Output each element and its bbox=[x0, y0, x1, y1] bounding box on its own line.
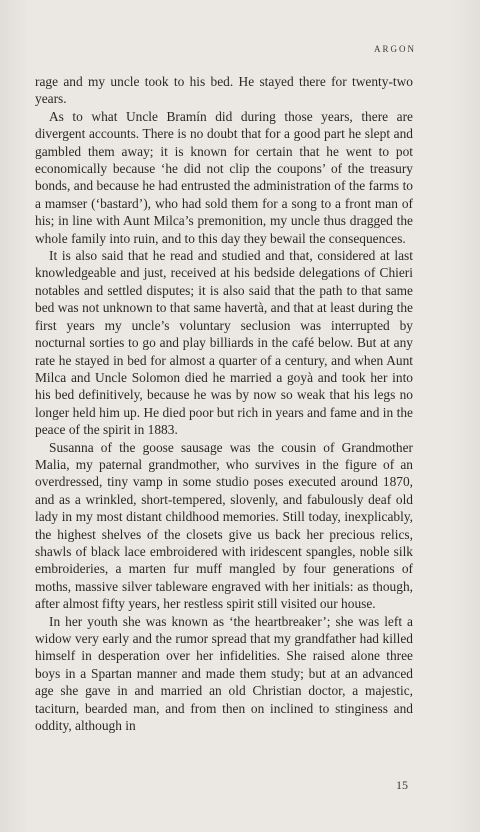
paragraph-4: Susanna of the goose sausage was the cousin of Grandmother Malia, my paternal grandmother, who survives in the figure of an overdressed, tiny vamp in some studio poses executed around 1870, and as a wrinkled, short-tempered, slovenly, and fabulously deaf old lady in my most distant childhood memories. Still today, inexplicably, the highest shelves of the closets give us back her precious relics, shawls of black lace embroidered with iridescent spangles, noble silk embroideries, a marten fur muff mangled by four generations of moths, massive silver tableware engraved with her initials: as though, after almost fifty years, her restless spirit still visited our house. bbox=[35, 439, 413, 612]
body-text bbox=[35, 73, 413, 734]
paragraph-5: In her youth she was known as ‘the heartbreaker’; she was left a widow very early and the rumor spread that my grandfather had killed himself in desperation over her infidelities. She raised alone three boys in a Spartan manner and made them study; but at an advanced age she gave in and married an old Christian doctor, a majestic, taciturn, bearded man, and from then on inclined to stinginess and oddity, although in bbox=[35, 613, 413, 734]
running-head: ARGON bbox=[373, 44, 416, 54]
paragraph-2: As to what Uncle Bramín did during those years, there are divergent accounts. There is no doubt that for a good part he slept and gambled them away; it is known for certain that he went to pot economically because ‘he did not clip the coupons’ of the treasury bonds, and because he had entrusted the administration of the farms to a mamser (‘bastard’), who had sold them for a song to a front man of his; in line with Aunt Milca’s premonition, my uncle thus dragged the whole family into ruin, and to this day they bewail the consequences. bbox=[35, 108, 413, 246]
paragraph-1: rage and my uncle took to his bed. He stayed there for twenty-two years. bbox=[35, 74, 413, 107]
page-number: 15 bbox=[396, 778, 408, 792]
paragraph-3: It is also said that he read and studied and that, considered at last knowledgeable and just, received at his bedside delegations of Chieri notables and settled disputes; it is also said that the path to that same bed was not unknown to that same havertà, and that at least during the first years my uncle’s voluntary seclusion was interrupted by nocturnal sorties to go and play billiards in the café below. But at any rate he stayed in bed for almost a quarter of a century, and when Aunt Milca and Uncle Solomon died he married a goyà and took her into his bed definitively, because he was by now so weak that his legs no longer held him up. He died poor but rich in years and fame and in the peace of the spirit in 1883. bbox=[35, 248, 413, 438]
